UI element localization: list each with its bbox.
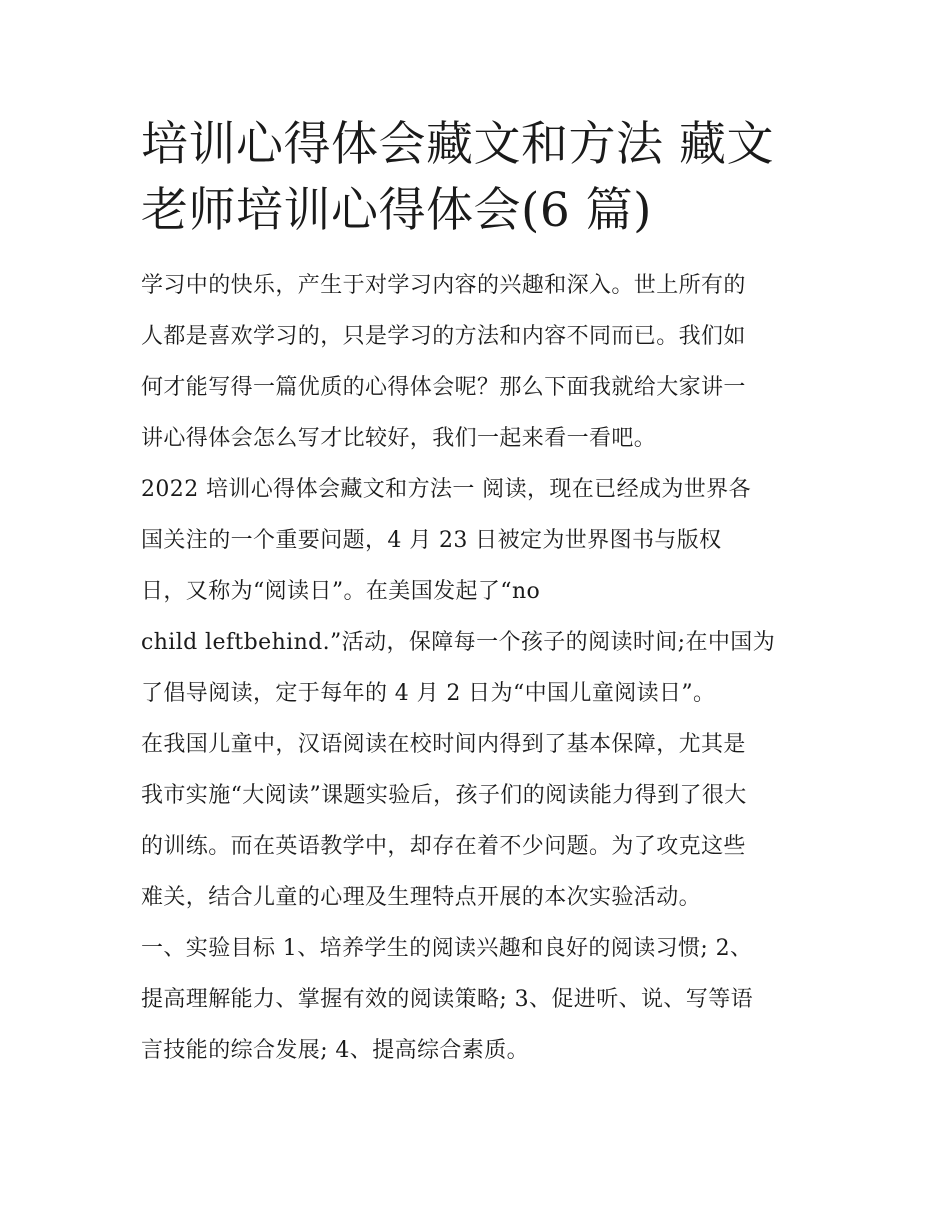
body-line: 在我国儿童中，汉语阅读在校时间内得到了基本保障，尤其是 bbox=[141, 732, 746, 757]
body-line: 提高理解能力、掌握有效的阅读策略; 3、促进听、说、写等语 bbox=[141, 987, 754, 1012]
body-line: 日，又称为“阅读日”。在美国发起了“no bbox=[141, 579, 541, 604]
body-line: 2022 培训心得体会藏文和方法一 阅读，现在已经成为世界各 bbox=[141, 477, 751, 502]
body-line: 言技能的综合发展; 4、提高综合素质。 bbox=[141, 1038, 530, 1063]
body-line: 一、实验目标 1、培养学生的阅读兴趣和良好的阅读习惯; 2、 bbox=[141, 936, 753, 961]
body-line: 学习中的快乐，产生于对学习内容的兴趣和深入。世上所有的 bbox=[141, 273, 746, 298]
document-page bbox=[141, 112, 813, 1076]
body-line: 何才能写得一篇优质的心得体会呢？那么下面我就给大家讲一 bbox=[141, 375, 746, 400]
body-line: 我市实施“大阅读”课题实验后，孩子们的阅读能力得到了很大 bbox=[141, 783, 747, 808]
body-line: 难关，结合儿童的心理及生理特点开展的本次实验活动。 bbox=[141, 885, 702, 910]
body-line: child leftbehind.”活动，保障每一个孩子的阅读时间;在中国为 bbox=[141, 630, 776, 655]
body-line: 了倡导阅读，定于每年的 4 月 2 日为“中国儿童阅读日”。 bbox=[141, 681, 716, 706]
body-line: 的训练。而在英语教学中，却存在着不少问题。为了攻克这些 bbox=[141, 834, 746, 859]
body-line: 讲心得体会怎么写才比较好，我们一起来看一看吧。 bbox=[141, 426, 657, 451]
title-line: 老师培训心得体会(6 篇) bbox=[141, 183, 653, 238]
body-line: 国关注的一个重要问题，4 月 23 日被定为世界图书与版权 bbox=[141, 528, 722, 553]
document-body bbox=[141, 260, 813, 1076]
title-line: 培训心得体会藏文和方法 藏文 bbox=[141, 117, 774, 172]
body-line: 人都是喜欢学习的，只是学习的方法和内容不同而已。我们如 bbox=[141, 324, 746, 349]
document-title bbox=[141, 112, 813, 244]
